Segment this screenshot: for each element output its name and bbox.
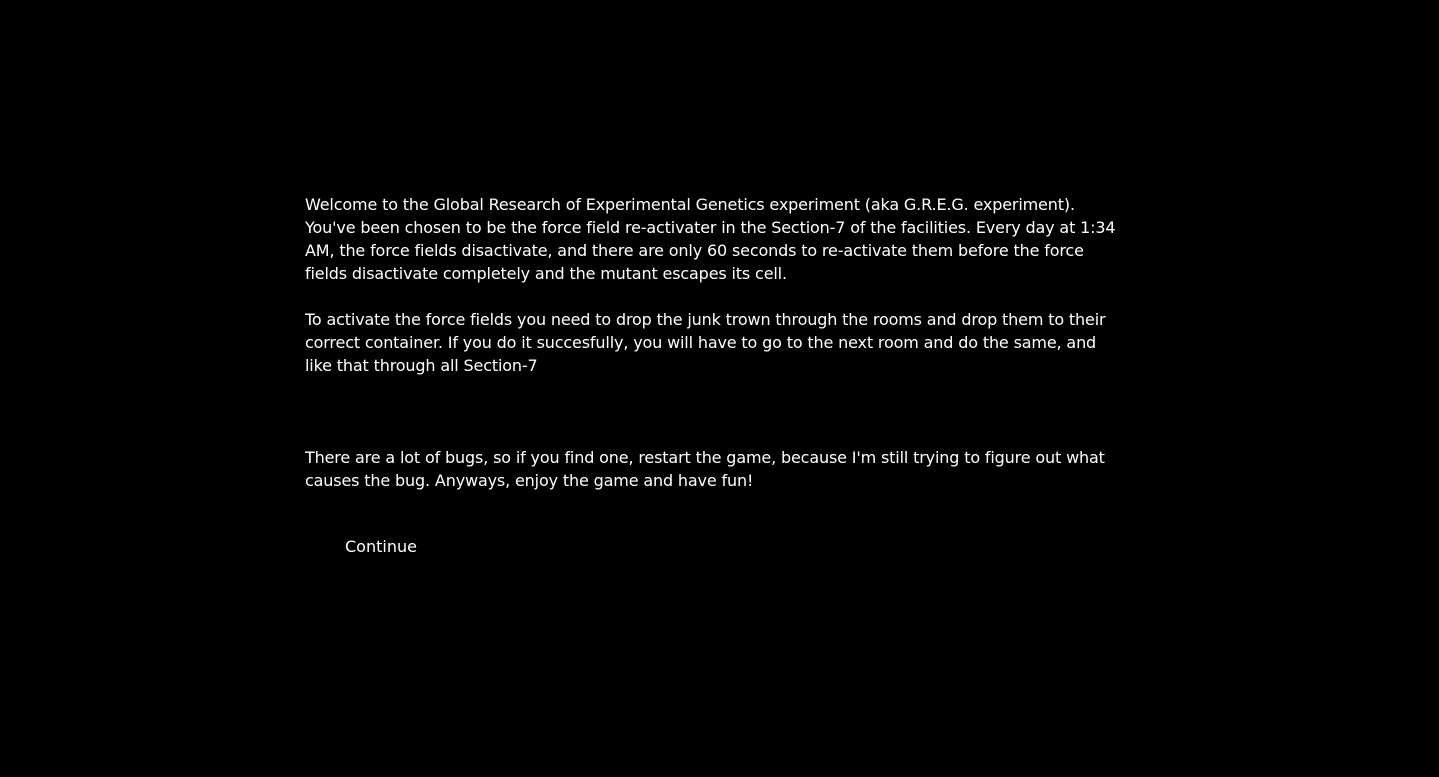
intro-paragraph-bugs-notice: There are a lot of bugs, so if you find one, restart the game, because I'm still trying to figure out what causes the bug. Anyways, enjoy the game and have fun! [305,448,1105,490]
continue-button[interactable]: Continue [345,537,417,556]
intro-paragraph-instructions: To activate the force fields you need to drop the junk trown through the rooms and drop them to their correct container. If you do it succesfully, you will have to go to the next room and do the same, and like that through all Section-7 [305,310,1106,375]
intro-text-block [305,193,1117,492]
intro-paragraph-welcome: Welcome to the Global Research of Experimental Genetics experiment (aka G.R.E.G. experiment). You've been chosen to be the force field re-activater in the Section-7 of the facilities. Every day at 1:34 AM, the force fields disactivate, and there are only 60 seconds to re-activate them before the force fields disactivate completely and the mutant escapes its cell. [305,195,1116,283]
